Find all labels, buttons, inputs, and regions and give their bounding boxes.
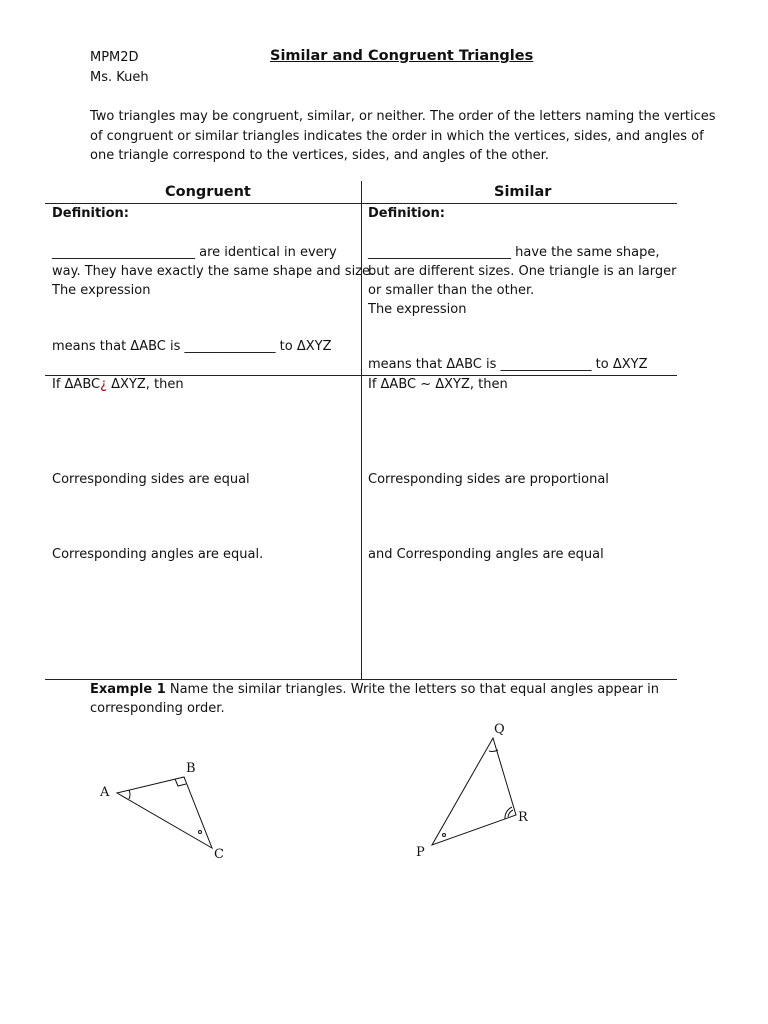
example-instruction: Name the similar triangles. Write the letters so that equal angles appear in <box>165 682 659 697</box>
intro-line: one triangle correspond to the vertices, sides, and angles of the other. <box>90 148 549 163</box>
similar-definition-line: ______________________ have the same shape, <box>368 245 660 260</box>
congruent-if-prefix: If ΔABC <box>52 377 101 392</box>
similar-angles-property: and Corresponding angles are equal <box>368 547 604 562</box>
similar-definition-line: but are different sizes. One triangle is an larger <box>368 264 677 279</box>
course-code: MPM2D <box>90 50 139 65</box>
intro-paragraph <box>90 107 716 166</box>
example-1 <box>90 680 690 718</box>
example-label: Example 1 <box>90 682 166 697</box>
vertex-label-c: C <box>214 847 224 862</box>
vertex-label-r: R <box>518 810 528 825</box>
similar-means: means that ΔABC is ______________ to ΔXYZ <box>368 357 648 372</box>
congruent-means: means that ΔABC is ______________ to ΔXYZ <box>52 339 332 354</box>
congruent-definition-line: The expression <box>52 283 151 298</box>
similar-heading: Similar <box>494 184 552 200</box>
vertex-label-p: P <box>416 845 425 860</box>
teacher-name: Ms. Kueh <box>90 70 149 85</box>
table-header-rule <box>45 203 677 204</box>
triangle-pqr <box>432 738 516 845</box>
congruent-definition-line: way. They have exactly the same shape and size. <box>52 264 375 279</box>
triangles-figure <box>0 720 768 1020</box>
similar-if-line: If ΔABC ~ ΔXYZ, then <box>368 377 508 392</box>
triangle-abc <box>117 777 212 848</box>
congruent-sides-property: Corresponding sides are equal <box>52 472 250 487</box>
intro-line: of congruent or similar triangles indicates the order in which the vertices, sides, and angles of <box>90 128 704 144</box>
similar-definition-label: Definition: <box>368 206 446 221</box>
vertex-label-a: A <box>100 785 110 800</box>
congruent-if-suffix: ΔXYZ, then <box>107 377 184 392</box>
example-instruction-cont: corresponding order. <box>90 701 225 716</box>
vertex-label-q: Q <box>494 722 505 737</box>
vertex-label-b: B <box>186 761 196 776</box>
similar-definition-line: or smaller than the other. <box>368 283 535 298</box>
similar-sides-property: Corresponding sides are proportional <box>368 472 609 487</box>
similar-definition <box>368 243 676 319</box>
congruent-if-line <box>52 377 184 392</box>
intro-line: Two triangles may be congruent, similar, or neither. The order of the letters naming the vertices <box>90 109 716 124</box>
congruent-angles-property: Corresponding angles are equal. <box>52 547 264 562</box>
page-title: Similar and Congruent Triangles <box>270 48 534 64</box>
congruent-definition <box>52 243 374 300</box>
congruent-heading: Congruent <box>165 184 251 200</box>
congruent-definition-line: ______________________ are identical in every <box>52 245 337 260</box>
congruence-symbol: ¿ <box>100 377 108 392</box>
congruent-definition-label: Definition: <box>52 206 130 221</box>
table-row-rule <box>45 375 677 376</box>
similar-definition-line: The expression <box>368 302 467 317</box>
